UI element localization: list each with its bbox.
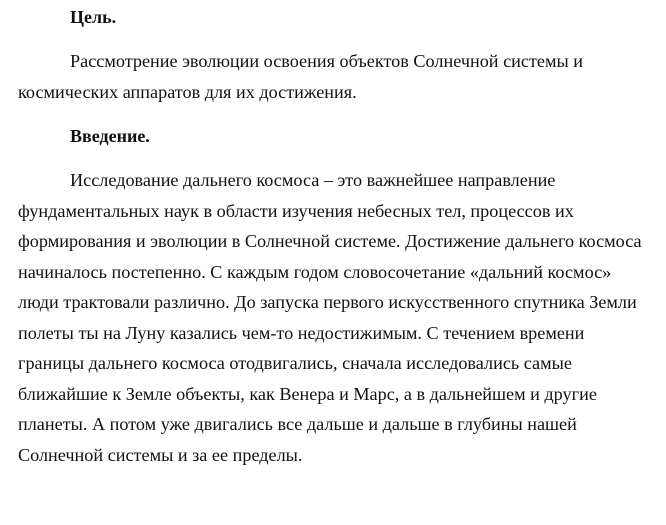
paragraph-line: Солнечной системы и за ее пределы. xyxy=(18,444,303,465)
paragraph-line: Исследование дальнего космоса – это важнейшее направление xyxy=(70,170,556,190)
paragraph-goal xyxy=(18,46,648,107)
paragraph-line: начиналось постепенно. С каждым годом словосочетание «дальний космос» xyxy=(18,261,612,282)
paragraph-line: фундаментальных наук в области изучения небесных тел, процессов их xyxy=(18,200,574,221)
paragraph-line: люди трактовали различно. До запуска первого искусственного спутника Земли xyxy=(18,292,637,312)
paragraph-line: ближайшие к Земле объекты, как Венера и Марс, а в дальнейшем и другие xyxy=(18,383,597,404)
paragraph-line: формирования и эволюции в Солнечной системе. Достижение дальнего космоса xyxy=(18,231,642,251)
section-heading-intro: Введение. xyxy=(70,126,150,146)
section-heading-goal: Цель. xyxy=(70,7,117,27)
paragraph-intro xyxy=(18,165,648,470)
paragraph-line: полеты ты на Луну казались чем-то недостижимым. С течением времени xyxy=(18,322,585,343)
paragraph-line: Рассмотрение эволюции освоения объектов Солнечной системы и xyxy=(70,51,583,71)
paragraph-line: космических аппаратов для их достижения. xyxy=(18,81,357,102)
paragraph-line: границы дальнего космоса отодвигались, сначала исследовались самые xyxy=(18,353,572,373)
paragraph-line: планеты. А потом уже двигались все дальше и дальше в глубины нашей xyxy=(18,414,577,434)
